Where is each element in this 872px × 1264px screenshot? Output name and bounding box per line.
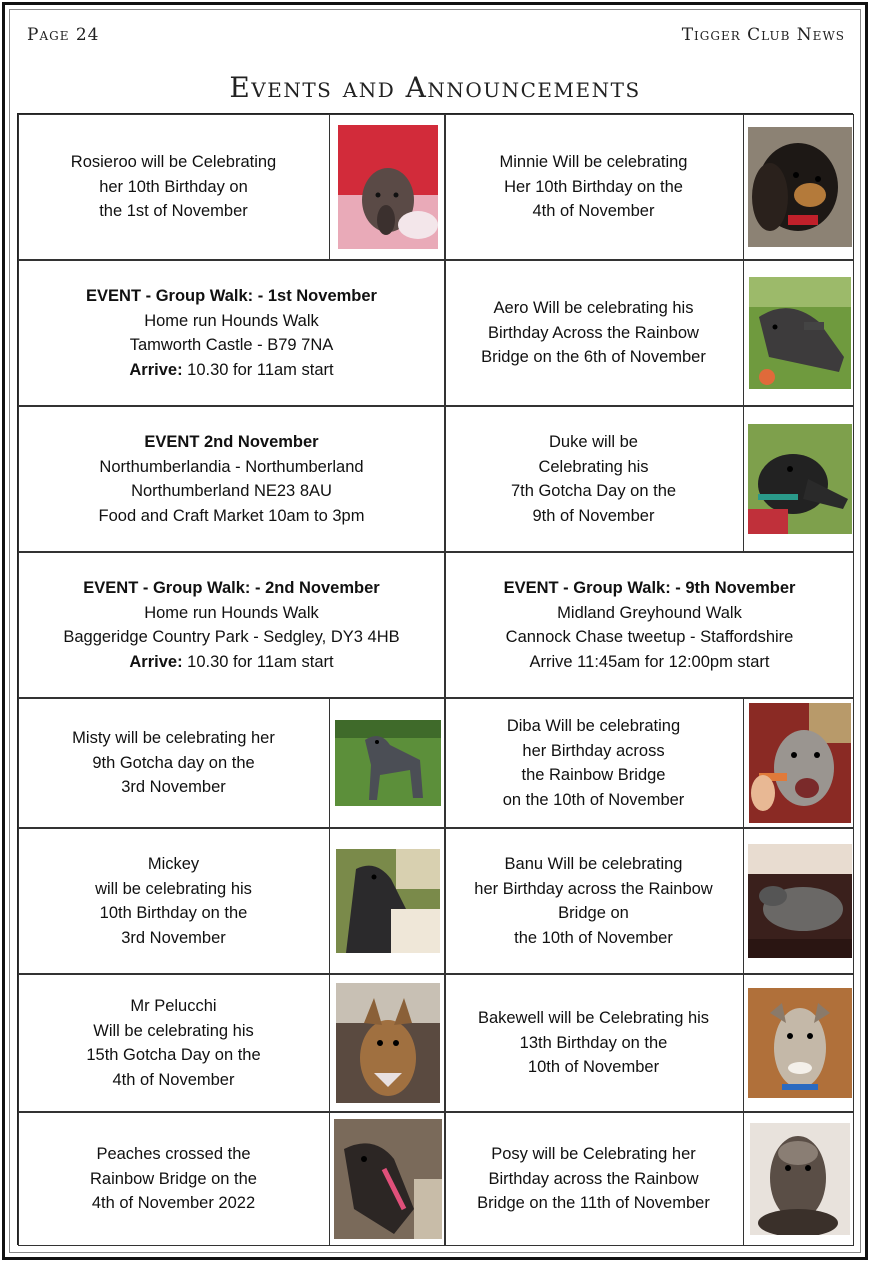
text-line: Bridge on the 6th of November xyxy=(481,348,706,367)
arrive-text: 10.30 for 11am start xyxy=(182,360,334,379)
text-line: Minnie Will be celebrating xyxy=(499,153,688,172)
text-line: her Birthday across the Rainbow xyxy=(474,879,713,898)
announcement-aero xyxy=(445,260,854,406)
posy-photo xyxy=(750,1123,850,1235)
event-walk-9th-november xyxy=(445,552,854,698)
photo-frame xyxy=(329,115,445,259)
event-text xyxy=(19,284,444,382)
announcement-text xyxy=(446,1142,741,1216)
mickey-photo xyxy=(336,849,440,953)
text-line: 3rd November xyxy=(121,928,226,947)
text-line: 3rd November xyxy=(121,778,226,797)
event-label: EVENT 2nd November xyxy=(144,433,319,451)
text-line: will be celebrating his xyxy=(95,879,252,898)
duke-photo xyxy=(748,424,852,534)
event-text xyxy=(19,576,444,674)
text-line: Banu Will be celebrating xyxy=(504,855,683,873)
photo-frame xyxy=(743,699,855,827)
photo-frame xyxy=(743,407,855,551)
photo-frame xyxy=(329,1113,445,1245)
text-line: Diba Will be celebrating xyxy=(506,717,681,735)
event-walk-2nd-november xyxy=(18,552,445,698)
text-line: Will be celebrating his xyxy=(93,1021,254,1040)
announcement-text xyxy=(446,714,741,812)
text-line: Misty will be celebrating her xyxy=(72,729,275,748)
text-line: on the 10th of November xyxy=(502,790,685,809)
text-line: Posy will be Celebrating her xyxy=(491,1145,696,1164)
announcement-text xyxy=(446,852,741,950)
photo-frame xyxy=(743,1113,855,1245)
text-line: Home run Hounds Walk xyxy=(144,603,319,622)
text-line: Birthday across the Rainbow xyxy=(488,1169,699,1188)
announcement-rosieroo xyxy=(18,114,445,260)
text-line: 15th Gotcha Day on the xyxy=(86,1046,261,1064)
announcement-text xyxy=(446,150,741,224)
text-line: Her 10th Birthday on the xyxy=(504,177,683,196)
text-line: Tamworth Castle - B79 7NA xyxy=(129,336,334,354)
event-text xyxy=(446,576,853,674)
text-line: Celebrating his xyxy=(538,457,649,476)
announcement-text xyxy=(19,150,328,224)
text-line: Arrive 11:45am for 12:00pm start xyxy=(529,652,770,671)
announcement-text xyxy=(19,1142,328,1216)
photo-frame xyxy=(329,975,445,1111)
text-line: 10th Birthday on the xyxy=(99,904,248,922)
text-line: 4th of November 2022 xyxy=(91,1194,256,1213)
announcement-text xyxy=(446,430,741,528)
arrive-label: Arrive: xyxy=(129,652,183,671)
announcement-duke xyxy=(445,406,854,552)
text-line: Bakewell will be Celebrating his xyxy=(477,1009,710,1028)
announcement-diba xyxy=(445,698,854,828)
text-line: her Birthday across xyxy=(522,741,665,760)
events-grid xyxy=(17,113,853,1245)
text-line: Bridge on the 11th of November xyxy=(477,1194,710,1213)
text-line: Peaches crossed the xyxy=(96,1145,251,1164)
announcement-mickey xyxy=(18,828,445,974)
page-title: Events and Announcements xyxy=(229,71,641,104)
arrive-label: Arrive: xyxy=(129,360,183,379)
event-label: EVENT - Group Walk: - 1st November xyxy=(86,287,377,305)
text-line: Food and Craft Market 10am to 3pm xyxy=(98,506,365,525)
event-market-2nd-november xyxy=(18,406,445,552)
minnie-photo xyxy=(748,127,852,247)
text-line: Cannock Chase tweetup - Staffordshire xyxy=(505,628,794,646)
photo-frame xyxy=(743,975,855,1111)
photo-frame xyxy=(743,261,855,405)
announcement-peaches xyxy=(18,1112,445,1246)
text-line: Mr Pelucchi xyxy=(130,997,217,1015)
text-line: 9th of November xyxy=(532,506,655,525)
announcement-text xyxy=(19,726,328,800)
arrive-line xyxy=(25,358,438,383)
photo-frame xyxy=(743,115,855,259)
text-line: Northumberlandia - Northumberland xyxy=(99,457,364,476)
event-text xyxy=(19,430,444,528)
misty-photo xyxy=(335,720,441,806)
event-walk-1st-november xyxy=(18,260,445,406)
text-line: Northumberland NE23 8AU xyxy=(131,482,332,500)
text-line: Birthday Across the Rainbow xyxy=(488,323,699,342)
announcement-posy xyxy=(445,1112,854,1246)
announcement-text xyxy=(446,296,741,370)
text-line: 7th Gotcha Day on the xyxy=(510,482,677,500)
text-line: the 1st of November xyxy=(99,202,248,221)
arrive-line xyxy=(25,650,438,675)
peaches-photo xyxy=(334,1119,442,1239)
event-label: EVENT - Group Walk: - 2nd November xyxy=(83,579,380,597)
text-line: Duke will be xyxy=(549,433,638,451)
event-label: EVENT - Group Walk: - 9th November xyxy=(503,579,796,597)
aero-photo xyxy=(749,277,851,389)
text-line: the 10th of November xyxy=(514,928,673,947)
announcement-text xyxy=(446,1006,741,1080)
rosieroo-photo xyxy=(338,125,438,249)
text-line: Rosieroo will be Celebrating xyxy=(70,153,277,172)
announcement-text xyxy=(19,852,328,950)
text-line: Baggeridge Country Park - Sedgley, DY3 4HB xyxy=(63,628,400,646)
text-line: the Rainbow Bridge xyxy=(521,766,666,784)
text-line: Midland Greyhound Walk xyxy=(557,603,742,622)
text-line: 10th of November xyxy=(527,1058,660,1077)
announcement-bakewell xyxy=(445,974,854,1112)
announcement-text xyxy=(19,994,328,1092)
text-line: her 10th Birthday on xyxy=(99,177,248,196)
photo-frame xyxy=(743,829,855,973)
text-line: 4th of November xyxy=(532,202,655,221)
text-line: Bridge on xyxy=(558,904,629,922)
newsletter-name: Tigger Club News xyxy=(681,25,845,45)
photo-frame xyxy=(329,829,445,973)
banu-photo xyxy=(748,844,852,958)
announcement-mr-pelucchi xyxy=(18,974,445,1112)
announcement-misty xyxy=(18,698,445,828)
text-line: Home run Hounds Walk xyxy=(144,311,319,330)
announcement-banu xyxy=(445,828,854,974)
page-number: Page 24 xyxy=(27,25,100,45)
text-line: Mickey xyxy=(147,855,200,873)
text-line: 4th of November xyxy=(112,1070,235,1089)
pelucchi-photo xyxy=(336,983,440,1103)
arrive-text: 10.30 for 11am start xyxy=(182,652,334,671)
bakewell-photo xyxy=(748,988,852,1098)
text-line: Rainbow Bridge on the xyxy=(90,1169,257,1188)
newsletter-page xyxy=(2,2,868,1260)
text-line: 9th Gotcha day on the xyxy=(92,753,255,772)
announcement-minnie xyxy=(445,114,854,260)
text-line: Aero Will be celebrating his xyxy=(493,299,694,318)
text-line: 13th Birthday on the xyxy=(519,1033,668,1052)
photo-frame xyxy=(329,699,445,827)
diba-photo xyxy=(749,703,851,823)
